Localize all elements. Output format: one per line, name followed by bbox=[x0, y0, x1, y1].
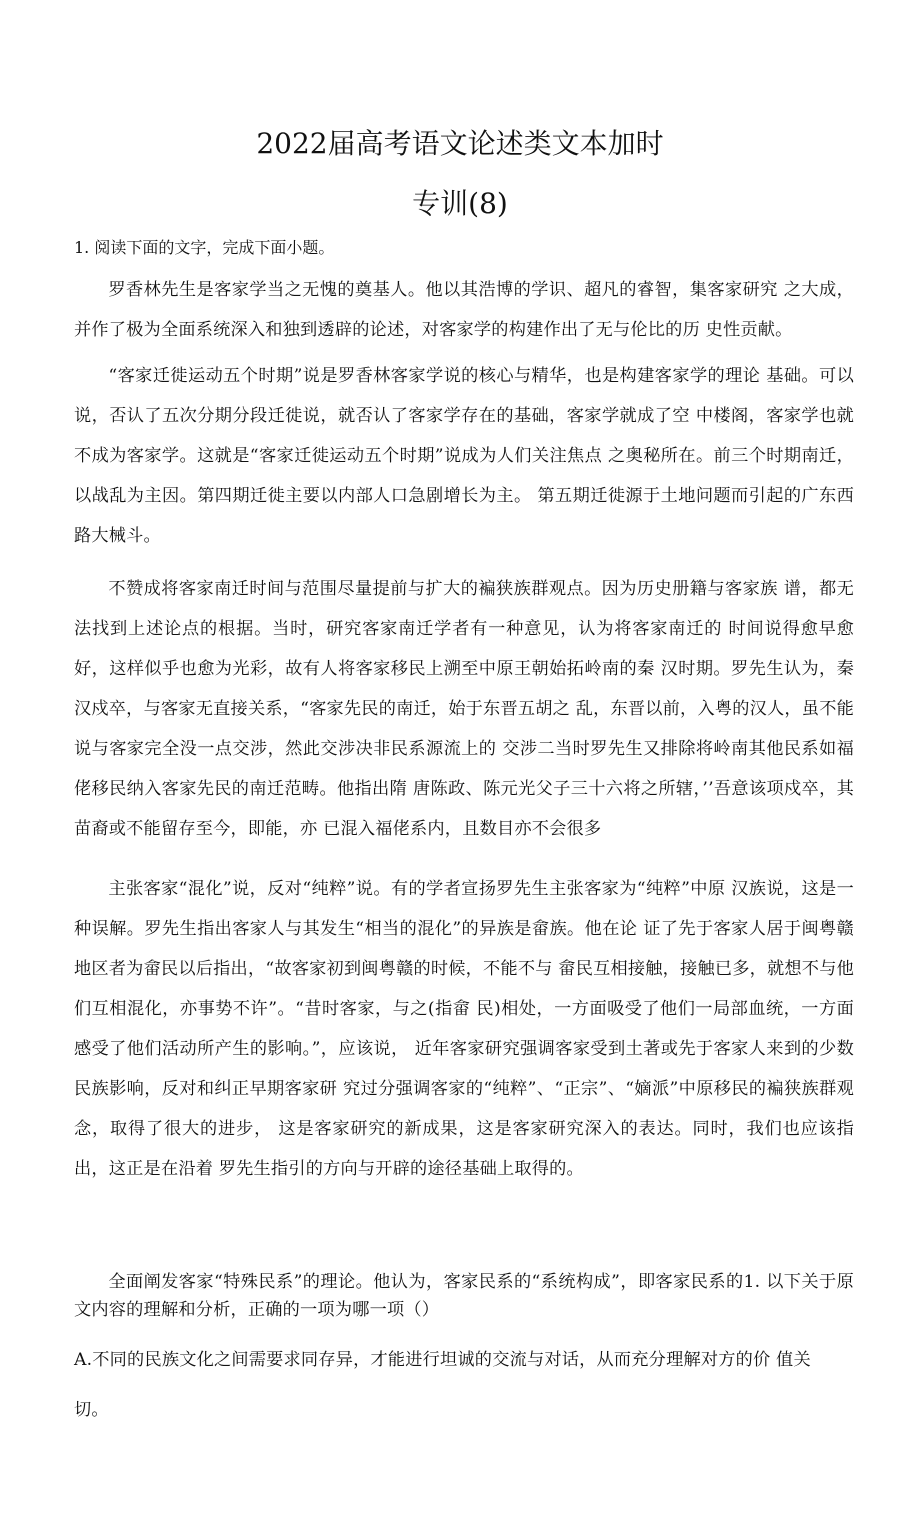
answer-option-a bbox=[74, 1340, 854, 1430]
document-title: 2022届高考语文论述类文本加时 bbox=[256, 127, 664, 160]
paragraph: 不赞成将客家南迁时间与范围尽量提前与扩大的褊狭族群观点。因为历史册籍与客家族 谱，都无法找到上述论点的根据。当时，研究客家南迁学者有一种意见，认为将客家南迁的 时间说得愈早愈好，这样似乎也愈为光彩，故有人将客家移民上溯至中原王朝始拓岭南的秦 汉时期。罗先生认为，秦汉戍卒，与客家无直接关系，“客家先民的南迁，始于东晋五胡之 乱，东晋以前，入粤的汉人，虽不能说与客家完全没一点交涉，然此交涉决非民系源流上的 交涉二当时罗先生又排除将岭南其他民系如福佬移民纳入客家先民的南迁范畴。他指出隋 唐陈政、陈元光父子三十六将之所辖，’’吾意该项戍卒，其苗裔或不能留存至今，即能，亦 已混入福佬系内，且数目亦不会很多 bbox=[74, 579, 854, 839]
answer-option-a-continuation: 切。 bbox=[74, 1400, 109, 1420]
paragraph: “客家迁徙运动五个时期”说是罗香林客家学说的核心与精华，也是构建客家学的理论 基础。可以说，否认了五次分期分段迁徙说，就否认了客家学存在的基础，客家学就成了空 中楼阁，客家学也就不成为客家学。这就是“客家迁徙运动五个时期”说成为人们关注焦点 之奥秘所在。前三个时期南迁，以战乱为主因。第四期迁徙主要以内部人口急剧增长为主。 第五期迁徙源于土地问题而引起的广东西路大械斗。 bbox=[74, 366, 854, 546]
question-label: 1. 阅读下面的文字，完成下面小题。 bbox=[74, 238, 335, 257]
paragraph: 主张客家“混化”说，反对“纯粹”说。有的学者宣扬罗先生主张客家为“纯粹”中原 汉族说，这是一种误解。罗先生指出客家人与其发生“相当的混化”的异族是畲族。他在论 证了先于客家人居于闽粤赣地区者为畲民以后指出，“故客家初到闽粤赣的时候，不能不与 畲民互相接触，接触已多，就想不与他们互相混化，亦事势不许”。“昔时客家，与之(指畲 民)相处，一方面吸受了他们一局部血统，一方面感受了他们活动所产生的影响。”，应该说， 近年客家研究强调客家受到土著或先于客家人来到的少数民族影响，反对和纠正早期客家研 究过分强调客家的“纯粹”、“正宗”、“嫡派”中原移民的褊狭族群观念，取得了很大的进步， 这是客家研究的新成果，这是客家研究深入的表达。同时，我们也应该指出，这正是在沿着 罗先生指引的方向与开辟的途径基础上取得的。 bbox=[74, 879, 854, 1179]
paragraph: 全面阐发客家“特殊民系”的理论。他认为，客家民系的“系统构成”，即客家民系的1. 以下关于原文内容的理解和分析，正确的一项为哪一项（） bbox=[74, 1272, 854, 1320]
paragraph: 罗香林先生是客家学当之无愧的奠基人。他以其浩博的学识、超凡的睿智，集客家研究 之大成，并作了极为全面系统深入和独到透辟的论述，对客家学的构建作出了无与伦比的历 史性贡献。 bbox=[74, 280, 854, 340]
document-subtitle: 专训(8) bbox=[412, 187, 508, 220]
answer-option-a-text: A.不同的民族文化之间需要求同存异，才能进行坦诚的交流与对话，从而充分理解对方的价 值关 bbox=[74, 1350, 811, 1370]
